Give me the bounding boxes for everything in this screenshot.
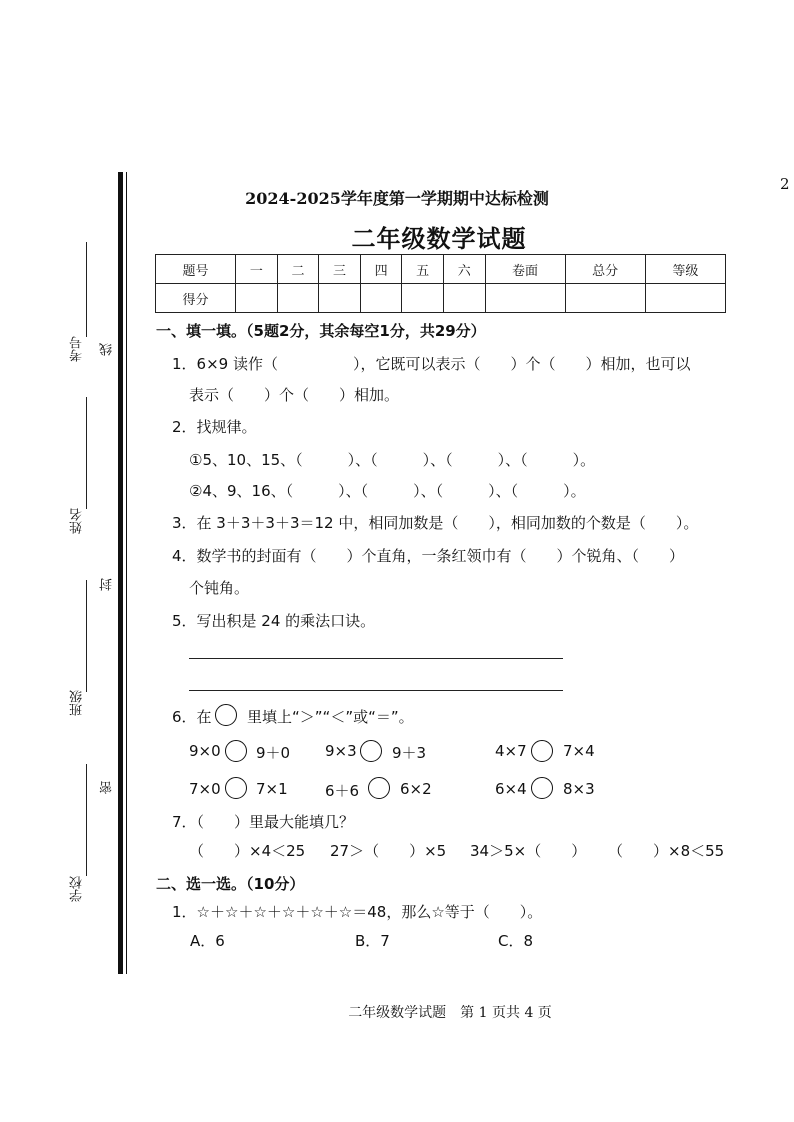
binding-bar — [118, 172, 123, 974]
name-blank — [86, 397, 87, 509]
compare-circle[interactable] — [360, 740, 382, 762]
question-7-item: 34＞5×（ ） — [470, 842, 587, 860]
q6-right-expression: 8×3 — [563, 780, 595, 798]
q6-left-expression: 6×4 — [495, 780, 527, 798]
q6-right-expression: 9＋0 — [256, 744, 291, 762]
score-row-label: 得分 — [156, 284, 236, 313]
question-7-item: （ ）×4＜25 — [189, 842, 306, 860]
compare-circle[interactable] — [368, 777, 390, 799]
question-7-heading: 7．（ ）里最大能填几？ — [172, 813, 355, 831]
page-footer: 二年级数学试题 第 1 页共 4 页 — [348, 1005, 552, 1021]
score-table-header-cell: 五 — [402, 255, 444, 284]
score-table-header-cell: 题号 — [156, 255, 236, 284]
question-2-heading: 2．找规律。 — [172, 418, 257, 436]
score-cell[interactable] — [645, 284, 725, 313]
choice-c: C．8 — [498, 932, 534, 950]
answer-line[interactable] — [189, 658, 563, 659]
score-cell[interactable] — [277, 284, 319, 313]
question-6-prefix: 6．在 — [172, 708, 212, 726]
q6-left-expression: 4×7 — [495, 742, 527, 760]
exam-subtitle: 2024-2025学年度第一学期期中达标检测 — [245, 189, 549, 208]
compare-circle[interactable] — [531, 740, 553, 762]
question-5: 5．写出积是 24 的乘法口诀。 — [172, 612, 376, 630]
section-2-heading: 二、选一选。（10分） — [156, 875, 305, 893]
score-cell[interactable] — [236, 284, 278, 313]
section-1-heading: 一、填一填。（5题2分，其余每空1分，共29分） — [156, 322, 486, 340]
score-cell[interactable] — [360, 284, 402, 313]
exam-number-label: 考号 — [70, 336, 85, 362]
q6-right-expression: 6×2 — [400, 780, 432, 798]
score-cell[interactable] — [565, 284, 645, 313]
score-table-header-cell: 三 — [319, 255, 361, 284]
score-cell[interactable] — [443, 284, 485, 313]
score-table-header-cell: 二 — [277, 255, 319, 284]
score-table-header-cell: 卷面 — [485, 255, 565, 284]
choice-a: A．6 — [190, 932, 225, 950]
answer-line[interactable] — [189, 690, 563, 691]
q6-left-expression: 6＋6 — [325, 782, 360, 800]
score-table-header-cell: 总分 — [565, 255, 645, 284]
question-4-line-1: 4．数学书的封面有（ ）个直角，一条红领巾有（ ）个锐角、（ ） — [172, 547, 685, 565]
compare-circle[interactable] — [225, 777, 247, 799]
compare-circle[interactable] — [531, 777, 553, 799]
q6-left-expression: 9×3 — [325, 742, 357, 760]
q6-right-expression: 7×1 — [256, 780, 288, 798]
class-label: 班级 — [70, 690, 85, 716]
school-blank — [86, 764, 87, 876]
score-cell[interactable] — [485, 284, 565, 313]
seal-word-secret: 密 — [100, 781, 115, 794]
score-table-header-cell: 六 — [443, 255, 485, 284]
score-table-header-cell: 等级 — [645, 255, 725, 284]
question-6-instruction: 里填上“＞”“＜”或“＝”。 — [247, 708, 414, 726]
exam-title: 二年级数学试题 — [351, 225, 527, 253]
choice-b: B．7 — [355, 932, 390, 950]
exam-number-blank — [86, 242, 87, 337]
score-table — [155, 254, 726, 313]
question-3: 3．在 3＋3＋3＋3＝12 中，相同加数是（ ），相同加数的个数是（ ）。 — [172, 514, 699, 532]
q6-right-expression: 7×4 — [563, 742, 595, 760]
school-label: 学校 — [70, 876, 85, 902]
compare-circle[interactable] — [215, 704, 237, 726]
score-table-header-cell: 一 — [236, 255, 278, 284]
compare-circle[interactable] — [225, 740, 247, 762]
question-2-sequence-1: ①5、10、15、（ ）、（ ）、（ ）、（ ）。 — [189, 451, 596, 469]
seal-word-seal: 封 — [100, 578, 115, 591]
question-1-line-2: 表示（ ）个（ ）相加。 — [189, 386, 400, 404]
class-blank — [86, 580, 87, 692]
question-7-item: （ ）×8＜55 — [608, 842, 725, 860]
score-cell[interactable] — [319, 284, 361, 313]
section-2-question-1: 1．☆＋☆＋☆＋☆＋☆＋☆＝48，那么☆等于（ ）。 — [172, 903, 543, 921]
name-label: 姓名 — [70, 508, 85, 534]
page-corner-number: 2 — [780, 175, 790, 193]
question-2-sequence-2: ②4、9、16、（ ）、（ ）、（ ）、（ ）。 — [189, 482, 586, 500]
q6-left-expression: 7×0 — [189, 780, 221, 798]
score-cell[interactable] — [402, 284, 444, 313]
q6-right-expression: 9＋3 — [392, 744, 427, 762]
seal-word-line: 线 — [100, 343, 115, 356]
q6-left-expression: 9×0 — [189, 742, 221, 760]
question-7-item: 27＞（ ）×5 — [330, 842, 447, 860]
question-4-line-2: 个钝角。 — [189, 579, 250, 597]
score-table-header-cell: 四 — [360, 255, 402, 284]
binding-bar-thin — [126, 172, 127, 974]
question-1-line-1: 1．6×9 读作（ ），它既可以表示（ ）个（ ）相加，也可以 — [172, 355, 691, 373]
